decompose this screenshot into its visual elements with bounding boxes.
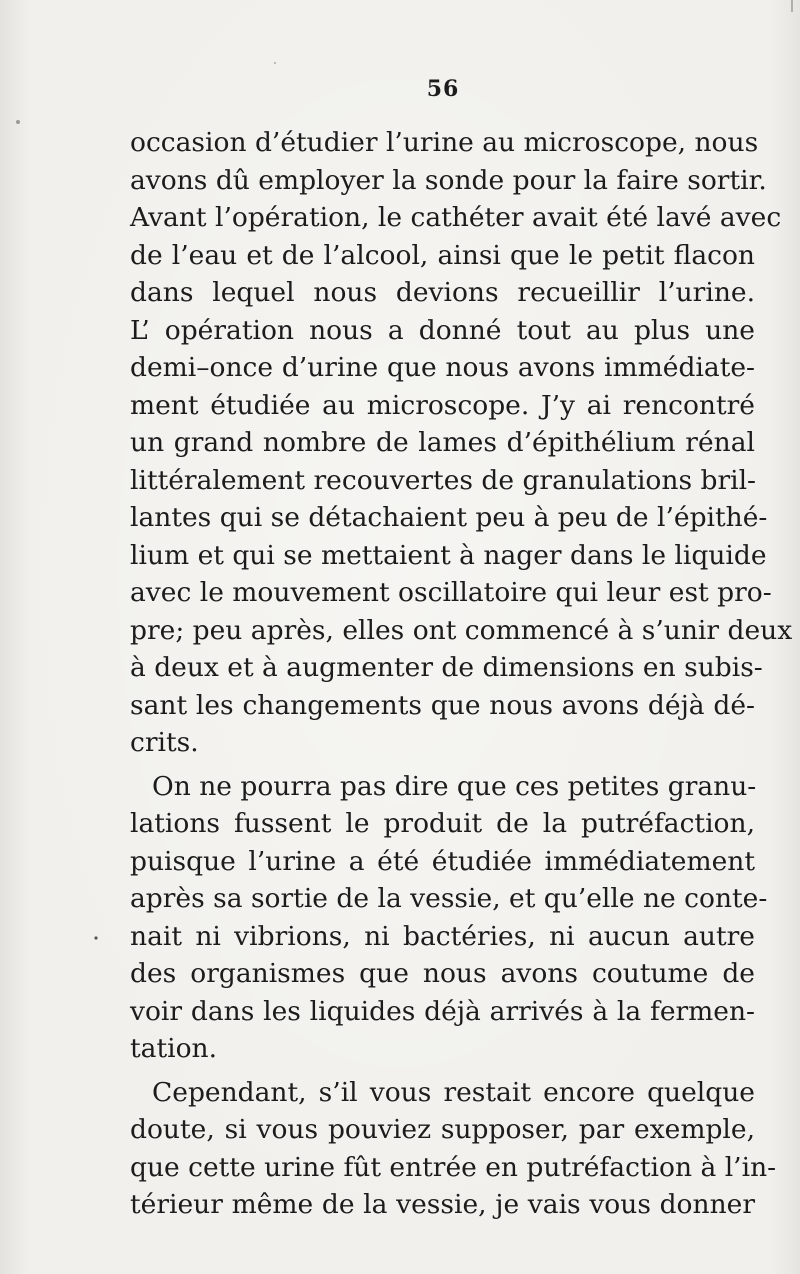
text-line: littéralement recouvertes de granulations bril- — [130, 464, 757, 496]
text-line: On ne pourra pas dire que ces petites granu- — [152, 770, 757, 802]
paragraph-2 — [130, 768, 768, 1068]
page-number: 56 — [426, 76, 460, 102]
text-line: nait ni vibrions, ni bactéries, ni aucun autre — [130, 920, 755, 952]
text-line: L’ opération nous a donné tout au plus une — [130, 314, 755, 346]
body-text — [130, 124, 793, 1224]
text-line: lium et qui se mettaient à nager dans le liquide — [130, 539, 767, 571]
text-line: avons dû employer la sonde pour la faire sortir. — [130, 164, 767, 196]
text-line: crits. — [130, 727, 199, 758]
text-line: des organismes que nous avons coutume de — [130, 958, 755, 989]
text-line: demi–once d’urine que nous avons immédiate- — [130, 352, 755, 383]
text-line: pre; peu après, elles ont commencé à s’unir deux — [130, 614, 793, 646]
text-line: de l’eau et de l’alcool, ainsi que le petit flacon — [130, 239, 755, 271]
speck — [94, 936, 97, 939]
text-line: tation. — [130, 1033, 218, 1064]
text-line: puisque l’urine a été étudiée immédiatement — [130, 845, 755, 877]
text-line: térieur même de la vessie, je vais vous donner — [130, 1189, 755, 1220]
text-line: lantes qui se détachaient peu à peu de l’épithé- — [130, 502, 768, 533]
text-line: dans lequel nous devions recueillir l’urine. — [130, 277, 755, 308]
text-line: après sa sortie de la vessie, et qu’elle ne conte- — [130, 883, 768, 914]
text-line: lations fussent le produit de la putréfaction, — [130, 808, 755, 839]
text-line: Avant l’opération, le cathéter avait été lavé avec — [130, 202, 782, 233]
text-line: ment étudiée au microscope. J’y ai rencontré — [130, 389, 755, 421]
text-line: sant les changements que nous avons déjà dé- — [130, 689, 755, 721]
speck — [274, 62, 276, 64]
text-line: voir dans les liquides déjà arrivés à la fermen- — [130, 995, 755, 1027]
paragraph-3 — [130, 1074, 777, 1224]
speck — [16, 120, 20, 124]
text-line: un grand nombre de lames d’épithélium rénal — [130, 427, 755, 458]
text-line: avec le mouvement oscillatoire qui leur est pro- — [130, 577, 772, 608]
paragraph-1 — [130, 124, 793, 762]
text-line: occasion d’étudier l’urine au microscope, nous — [130, 127, 759, 158]
text-line: doute, si vous pouviez supposer, par exemple, — [130, 1114, 755, 1145]
text-line: que cette urine fût entrée en putréfaction à l’in- — [130, 1151, 777, 1183]
text-line: Cependant, s’il vous restait encore quelque — [152, 1076, 755, 1108]
text-line: à deux et à augmenter de dimensions en subis- — [130, 652, 763, 683]
